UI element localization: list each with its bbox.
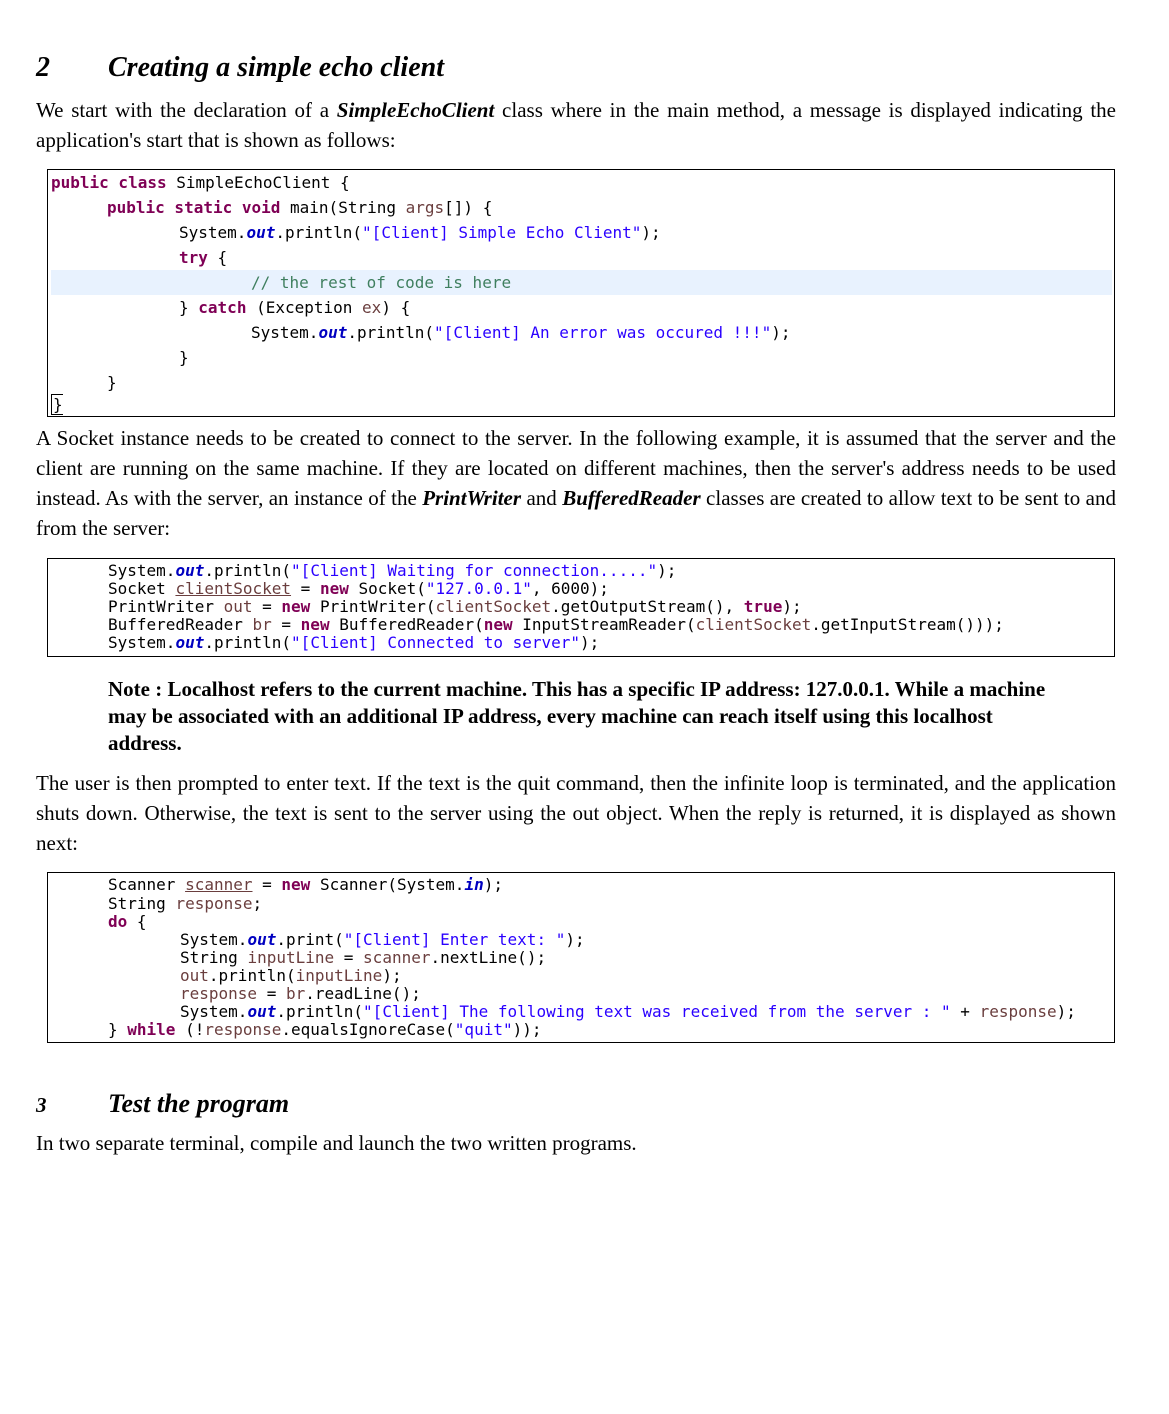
code-line: System.out.println("[Client] An error was occured !!!"); [251,323,791,342]
code-block-loop [47,872,1115,1043]
code-line: public static void main(String args[]) { [107,198,493,217]
code-line: System.out.println("[Client] Waiting for connection....."); [108,561,677,580]
code-line: Scanner scanner = new Scanner(System.in); [108,875,503,894]
intro-paragraph [36,95,1116,155]
code-line: } catch (Exception ex) { [179,298,411,317]
code-line: public class SimpleEchoClient { [51,173,350,192]
code-block-socket [47,558,1115,657]
intro-text-start: We start with the declaration of a [36,98,337,122]
section-title: Test the program [108,1089,290,1118]
code-line: } [179,348,189,367]
code-line: System.out.println("[Client] Connected to server"); [108,633,600,652]
code-line: } [53,395,63,414]
code-line: System.out.println("[Client] Simple Echo Client"); [179,223,661,242]
code-line-highlighted [51,270,1112,295]
code-line: String response; [108,894,263,913]
section-number: 3 [36,1093,47,1117]
code-comment: // the rest of code is here [251,273,512,292]
class-name-bufferedreader: BufferedReader [562,486,701,510]
note-localhost: Note : Localhost refers to the current machine. This has a specific IP address: 127.0.0.1. While a machine may be associated with an additional IP address, every machine can reach itself using this localhost address. [108,677,1046,755]
loop-paragraph: The user is then prompted to enter text. If the text is the quit command, then the infinite loop is terminated, and the application shuts down. Otherwise, the text is sent to the server using the out object. When the reply is returned, it is displayed as shown next: [36,771,1116,855]
section-number: 2 [36,52,50,83]
socket-paragraph: A Socket instance needs to be created to connect to the server. In the following example, it is assumed that the server and the client are running on the same machine. If they are located on different machines, then the server's address needs to be used instead. As with the server, an instance of the PrintWriter and BufferedReader classes are created to allow text to be sent to and from the server: [36,426,1116,540]
code-block-class-skeleton [47,169,1115,417]
code-line: PrintWriter out = new PrintWriter(clientSocket.getOutputStream(), true); [108,597,802,616]
code-line: do { [108,912,147,931]
code-line: try { [179,248,228,267]
class-name-printwriter: PrintWriter [422,486,522,510]
code-line: String inputLine = scanner.nextLine(); [180,948,547,967]
code-line: Socket clientSocket = new Socket("127.0.0.1", 6000); [108,579,609,598]
code-line: } while (!response.equalsIgnoreCase("quit")); [108,1020,542,1039]
code-line: System.out.println("[Client] The following text was received from the server : " + response); [180,1002,1076,1021]
intro-text-end: class where in the main method, a message is displayed indicating the application's start that is shown as follows: [36,98,1116,152]
code-line: response = br.readLine(); [180,984,421,1003]
intro-class-name: SimpleEchoClient [336,98,495,122]
code-line: System.out.print("[Client] Enter text: "); [180,930,585,949]
test-paragraph: In two separate terminal, compile and launch the two written programs. [36,1131,637,1155]
code-line: out.println(inputLine); [180,966,402,985]
section-title: Creating a simple echo client [108,52,444,83]
code-line: BufferedReader br = new BufferedReader(new InputStreamReader(clientSocket.getInputStream())); [108,615,1004,634]
code-line: } [107,373,117,392]
